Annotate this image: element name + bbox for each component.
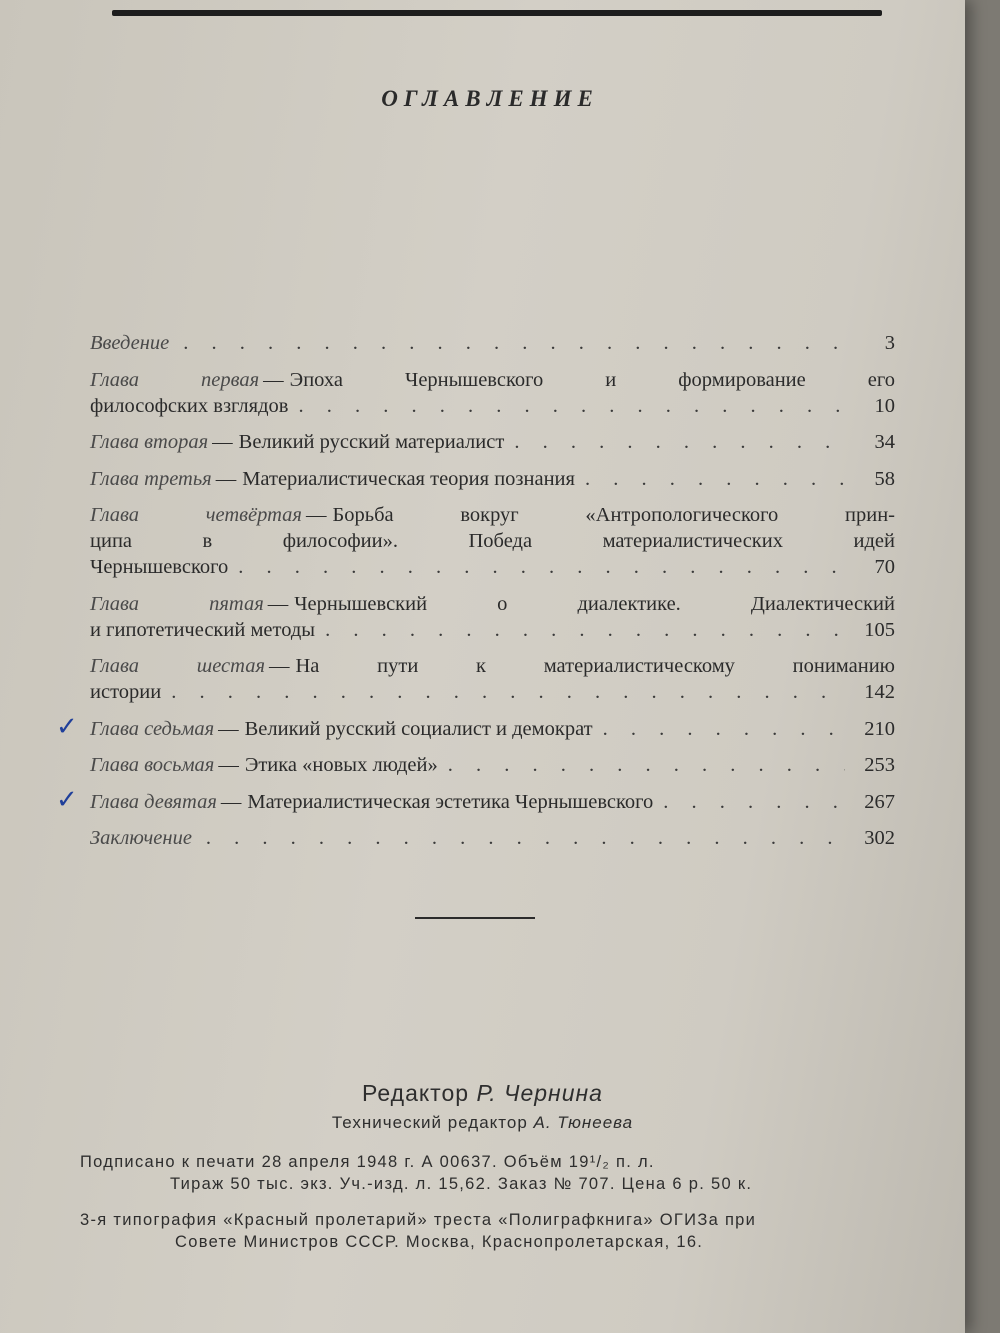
chapter-label: Глава вторая <box>90 431 209 453</box>
dash: — <box>218 717 239 740</box>
toc-entry <box>56 711 895 742</box>
toc-entry <box>56 784 895 815</box>
dash: — <box>220 790 242 813</box>
chapter-title-line: философских взглядов <box>90 394 289 417</box>
page-number: 3 <box>884 332 895 354</box>
checkmark-icon: ✓ <box>56 711 78 742</box>
dot-leader <box>585 466 845 492</box>
toc-entry <box>90 653 895 705</box>
table-of-contents <box>56 330 896 862</box>
chapter-title-line: Великий русский материалист <box>238 431 505 453</box>
page-number: 105 <box>864 618 895 641</box>
page-number: 302 <box>864 827 895 849</box>
chapter-title-line: Чернышевский о диалектике. Диалектический <box>294 592 895 615</box>
chapter-label: Глава девятая <box>90 790 217 813</box>
chapter-label: Заключение <box>90 827 192 849</box>
page-number: 58 <box>874 467 895 490</box>
dash: — <box>263 368 284 391</box>
chapter-label: Глава пятая <box>90 592 264 615</box>
chapter-title-line: и гипотетический методы <box>90 618 316 641</box>
toc-entry <box>90 330 895 356</box>
chapter-title-line: истории <box>90 681 162 703</box>
dash: — <box>269 655 290 677</box>
toc-title: ОГЛАВЛЕНИЕ <box>381 86 599 111</box>
chapter-label: Глава седьмая <box>90 717 215 740</box>
editor-credit <box>0 1080 965 1107</box>
dot-leader <box>183 330 845 356</box>
tech-editor-label: Технический редактор <box>331 1113 528 1132</box>
dot-leader <box>663 789 845 815</box>
dot-leader <box>171 679 845 705</box>
chapter-title-line: Великий русский социалист и демократ <box>244 717 593 740</box>
chapter-label: Введение <box>90 332 170 354</box>
dot-leader <box>298 393 845 419</box>
tech-editor-name: А. Тюнеева <box>533 1113 634 1132</box>
page-number: 70 <box>874 556 895 578</box>
chapter-title-line: Этика «новых людей» <box>244 754 438 776</box>
toc-entry <box>90 502 895 580</box>
page-number: 34 <box>874 431 895 453</box>
page-number: 253 <box>864 754 895 776</box>
editor-name: Р. Чернина <box>476 1080 603 1106</box>
toc-entry <box>90 825 895 851</box>
dot-leader <box>448 752 845 778</box>
chapter-title-line: Эпоха Чернышевского и формирование его <box>289 368 896 391</box>
chapter-title-line: Борьба вокруг «Антропологического прин- <box>332 504 895 526</box>
toc-entry <box>90 429 895 455</box>
page-number: 142 <box>864 681 895 703</box>
toc-entry <box>90 752 895 778</box>
page-number: 10 <box>874 394 895 417</box>
page-number: 267 <box>864 790 895 813</box>
dash: — <box>267 592 289 615</box>
printer-info-line-2: Совете Министров СССР. Москва, Краснопролетарская, 16. <box>175 1233 704 1251</box>
toc-entry <box>90 367 895 419</box>
page-number: 210 <box>864 717 895 740</box>
dash: — <box>218 754 239 776</box>
top-rule <box>112 10 882 16</box>
chapter-title-line: Материалистическая эстетика Чернышевского <box>247 790 654 813</box>
dot-leader <box>238 554 845 580</box>
checkmark-icon: ✓ <box>56 784 78 815</box>
editor-label: Редактор <box>362 1080 470 1106</box>
publication-info-line-2: Тираж 50 тыс. экз. Уч.-изд. л. 15,62. Заказ № 707. Цена 6 р. 50 к. <box>170 1175 753 1193</box>
publication-info-line-1: Подписано к печати 28 апреля 1948 г. А 00637. Объём 19¹/₂ п. л. <box>80 1153 655 1171</box>
toc-entry <box>90 591 895 643</box>
dot-leader <box>603 716 845 742</box>
chapter-title-line: ципа в философии». Победа материалистических идей <box>90 530 895 552</box>
printer-info-line-1: 3-я типография «Красный пролетарий» треста «Полиграфкнига» ОГИЗа при <box>80 1211 757 1229</box>
dash: — <box>212 431 233 453</box>
chapter-label: Глава третья <box>90 467 212 490</box>
chapter-title-line: Материалистическая теория познания <box>242 467 575 490</box>
chapter-title-line: На пути к материалистическому пониманию <box>295 655 895 677</box>
chapter-label: Глава восьмая <box>90 754 215 776</box>
dot-leader <box>206 825 845 851</box>
chapter-label: Глава шестая <box>90 655 265 677</box>
dash: — <box>215 467 237 490</box>
tech-editor-credit <box>0 1113 965 1133</box>
toc-entry <box>90 466 895 492</box>
dash: — <box>305 504 327 526</box>
chapter-label: Глава четвёртая <box>90 504 302 526</box>
dot-leader <box>325 617 845 643</box>
dot-leader <box>514 429 845 455</box>
chapter-label: Глава первая <box>90 368 260 391</box>
chapter-title-line: Чернышевского <box>90 556 229 578</box>
divider-rule <box>415 917 535 919</box>
